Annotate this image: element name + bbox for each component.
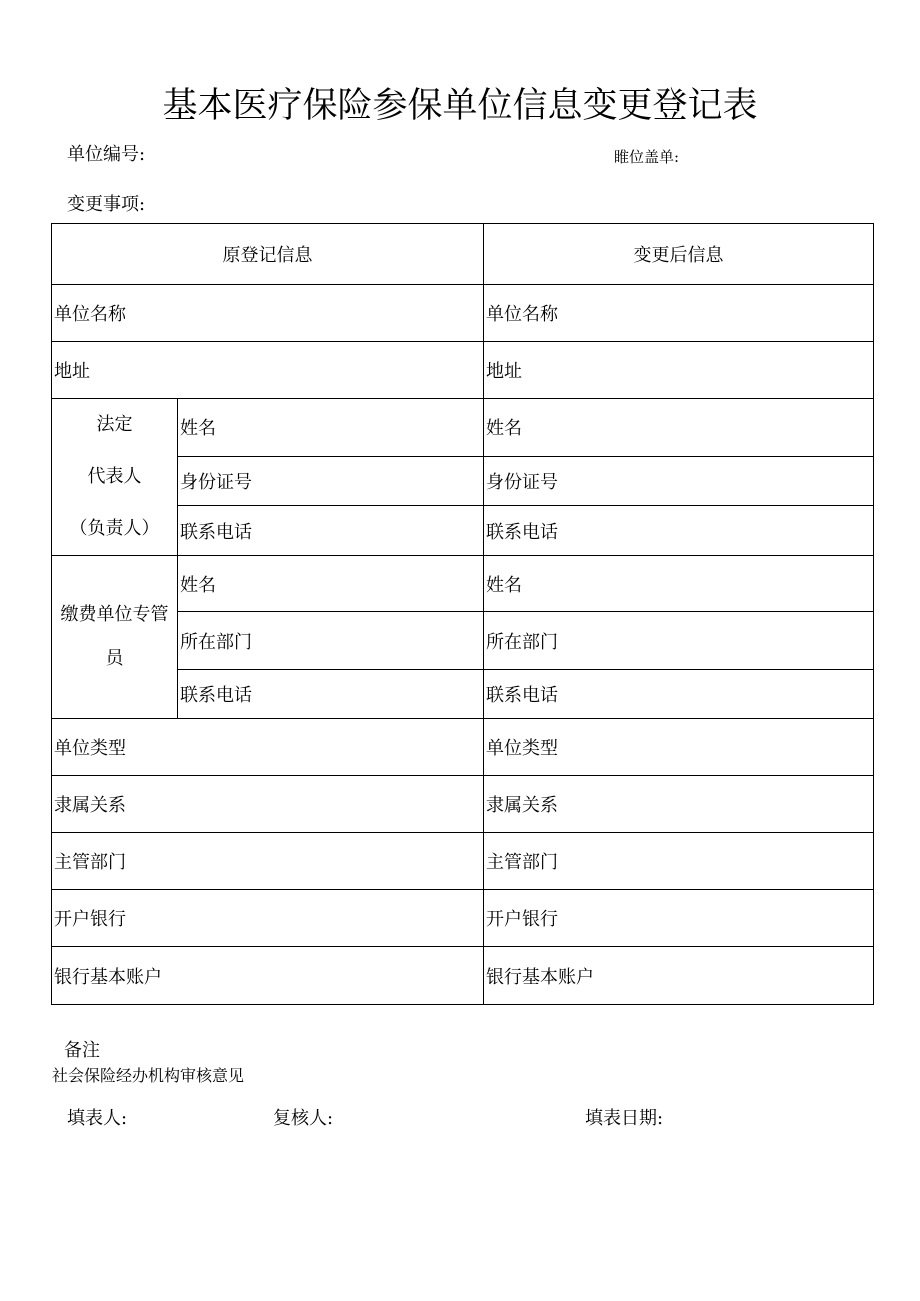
table-row — [52, 776, 874, 833]
manager-dept-original[interactable]: 所在部门 — [178, 612, 484, 670]
table-row — [52, 399, 874, 457]
change-items-label: 变更事项: — [67, 194, 146, 215]
manager-phone-changed[interactable]: 联系电话 — [484, 670, 874, 719]
unit-type-original[interactable]: 单位类型 — [52, 719, 484, 776]
unit-name-changed[interactable]: 单位名称 — [484, 285, 874, 342]
table-row — [52, 719, 874, 776]
legal-rep-phone-changed[interactable]: 联系电话 — [484, 506, 874, 556]
legal-rep-line3: （负责人） — [69, 518, 160, 539]
payment-manager-line2: 员 — [105, 648, 124, 669]
manager-phone-original[interactable]: 联系电话 — [178, 670, 484, 719]
legal-rep-line2: 代表人 — [87, 466, 142, 487]
page-title: 基本医疗保险参保单位信息变更登记表 — [162, 86, 758, 126]
address-changed[interactable]: 地址 — [484, 342, 874, 399]
affiliation-changed[interactable]: 隶属关系 — [484, 776, 874, 833]
legal-rep-line1: 法定 — [96, 414, 133, 435]
filled-by-label: 填表人: — [67, 1108, 128, 1129]
table-row — [52, 890, 874, 947]
seal-label: 睢位盖单: — [614, 148, 680, 166]
bank-changed[interactable]: 开户银行 — [484, 890, 874, 947]
unit-type-changed[interactable]: 单位类型 — [484, 719, 874, 776]
address-original[interactable]: 地址 — [52, 342, 484, 399]
legal-rep-group-label — [52, 399, 178, 556]
col-original-header: 原登记信息 — [52, 224, 484, 285]
table-row — [52, 556, 874, 612]
legal-rep-phone-original[interactable]: 联系电话 — [178, 506, 484, 556]
bank-account-changed[interactable]: 银行基本账户 — [484, 947, 874, 1005]
table-row — [52, 833, 874, 890]
bank-original[interactable]: 开户银行 — [52, 890, 484, 947]
legal-rep-name-changed[interactable]: 姓名 — [484, 399, 874, 457]
remarks-label: 备注 — [64, 1040, 100, 1061]
legal-rep-id-changed[interactable]: 身份证号 — [484, 456, 874, 506]
table-row — [52, 947, 874, 1005]
col-changed-header: 变更后信息 — [484, 224, 874, 285]
legal-rep-id-original[interactable]: 身份证号 — [178, 456, 484, 506]
unit-name-original[interactable]: 单位名称 — [52, 285, 484, 342]
supervisor-dept-original[interactable]: 主管部门 — [52, 833, 484, 890]
table-header-row — [52, 224, 874, 285]
manager-name-original[interactable]: 姓名 — [178, 556, 484, 612]
affiliation-original[interactable]: 隶属关系 — [52, 776, 484, 833]
change-registration-table — [51, 223, 874, 1005]
manager-name-changed[interactable]: 姓名 — [484, 556, 874, 612]
table-row — [52, 342, 874, 399]
bank-account-original[interactable]: 银行基本账户 — [52, 947, 484, 1005]
payment-manager-line1: 缴费单位专管 — [60, 604, 169, 625]
fill-date-label: 填表日期: — [585, 1108, 664, 1129]
reviewer-label: 复核人: — [273, 1108, 334, 1129]
unit-code-label: 单位编号: — [67, 144, 146, 165]
payment-manager-group-label — [52, 556, 178, 719]
review-opinion-label: 社会保险经办机构审核意见 — [52, 1066, 245, 1085]
manager-dept-changed[interactable]: 所在部门 — [484, 612, 874, 670]
supervisor-dept-changed[interactable]: 主管部门 — [484, 833, 874, 890]
table-row — [52, 285, 874, 342]
legal-rep-name-original[interactable]: 姓名 — [178, 399, 484, 457]
